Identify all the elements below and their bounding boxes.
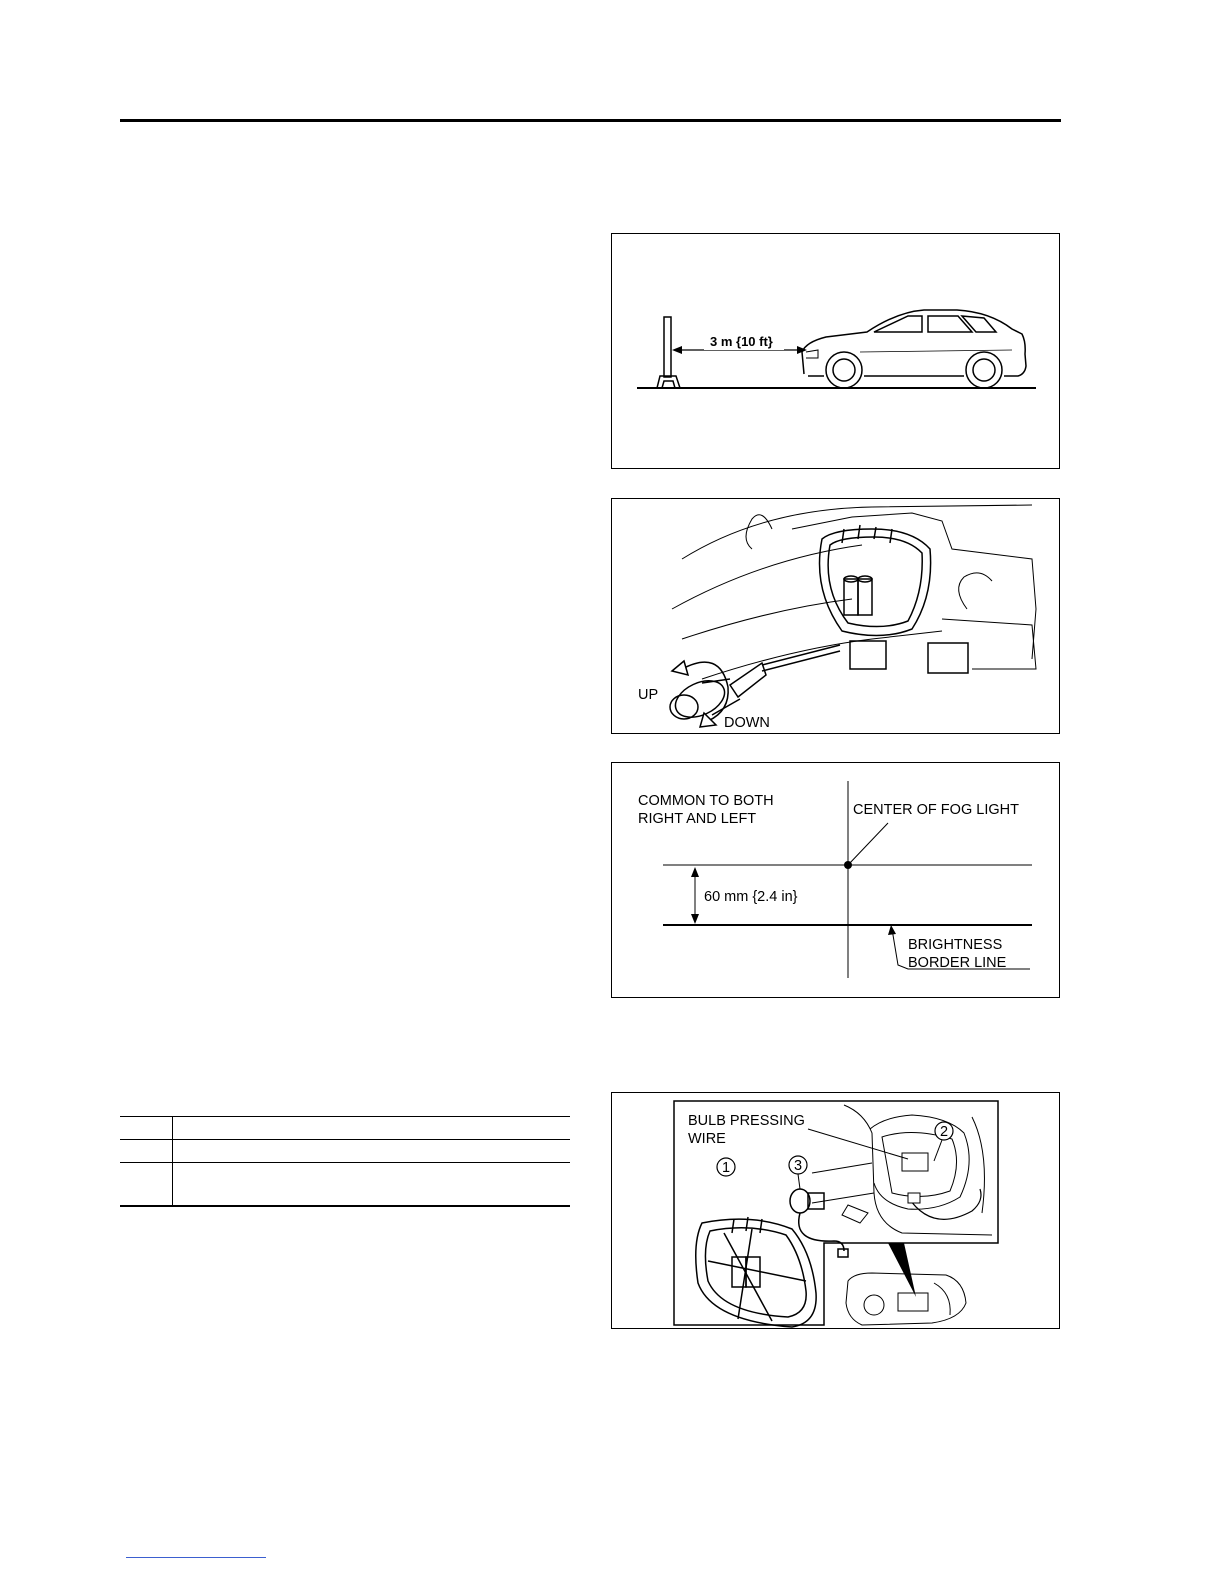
common-label-line2: RIGHT AND LEFT (638, 811, 757, 827)
fog-lamp-unit-icon (696, 1217, 816, 1327)
center-label: CENTER OF FOG LIGHT (853, 802, 1019, 818)
svg-text:2: 2 (940, 1124, 949, 1140)
bulb-icon (790, 1189, 848, 1257)
vehicle-icon (802, 310, 1026, 388)
dimension-arrow (691, 867, 699, 924)
figure-bulb-replacement (611, 1092, 1060, 1329)
bumper-background-icon (672, 505, 1036, 679)
aiming-screen-icon (657, 317, 680, 388)
bulb-replacement-illustration (612, 1093, 1061, 1330)
aiming-pattern-diagram (612, 763, 1061, 999)
vehicle-lamp-location-icon (846, 1273, 966, 1325)
table-row (120, 1117, 570, 1140)
fog-lamp-icon (820, 525, 969, 673)
aiming-distance-illustration (612, 234, 1061, 470)
wire-label-line2: WIRE (688, 1131, 726, 1147)
up-label: UP (638, 687, 659, 703)
common-label-line1: COMMON TO BOTH (638, 793, 774, 809)
wire-label-line1: BULB PRESSING (688, 1113, 805, 1129)
footer-link-underline[interactable] (126, 1557, 266, 1558)
figure-aiming-distance (611, 233, 1060, 469)
callout-2 (934, 1122, 953, 1161)
reference-table (120, 1116, 570, 1207)
header-rule (120, 119, 1061, 122)
figure-aiming-pattern (611, 762, 1060, 998)
table-row (120, 1163, 570, 1207)
distance-label: 3 m {10 ft} (710, 334, 773, 349)
border-label-line1: BRIGHTNESS (908, 937, 1003, 953)
svg-text:1: 1 (722, 1160, 731, 1176)
screwdriver-icon (670, 645, 840, 724)
callout-1 (717, 1158, 735, 1176)
down-label: DOWN (724, 715, 770, 731)
lamp-housing-icon (812, 1105, 992, 1235)
aiming-adjustment-illustration (612, 499, 1061, 735)
table-row (120, 1140, 570, 1163)
border-label-line2: BORDER LINE (908, 955, 1007, 971)
figure-aiming-adjustment (611, 498, 1060, 734)
svg-text:3: 3 (794, 1158, 803, 1174)
callout-3 (789, 1156, 807, 1189)
dimension-label: 60 mm {2.4 in} (704, 889, 798, 905)
